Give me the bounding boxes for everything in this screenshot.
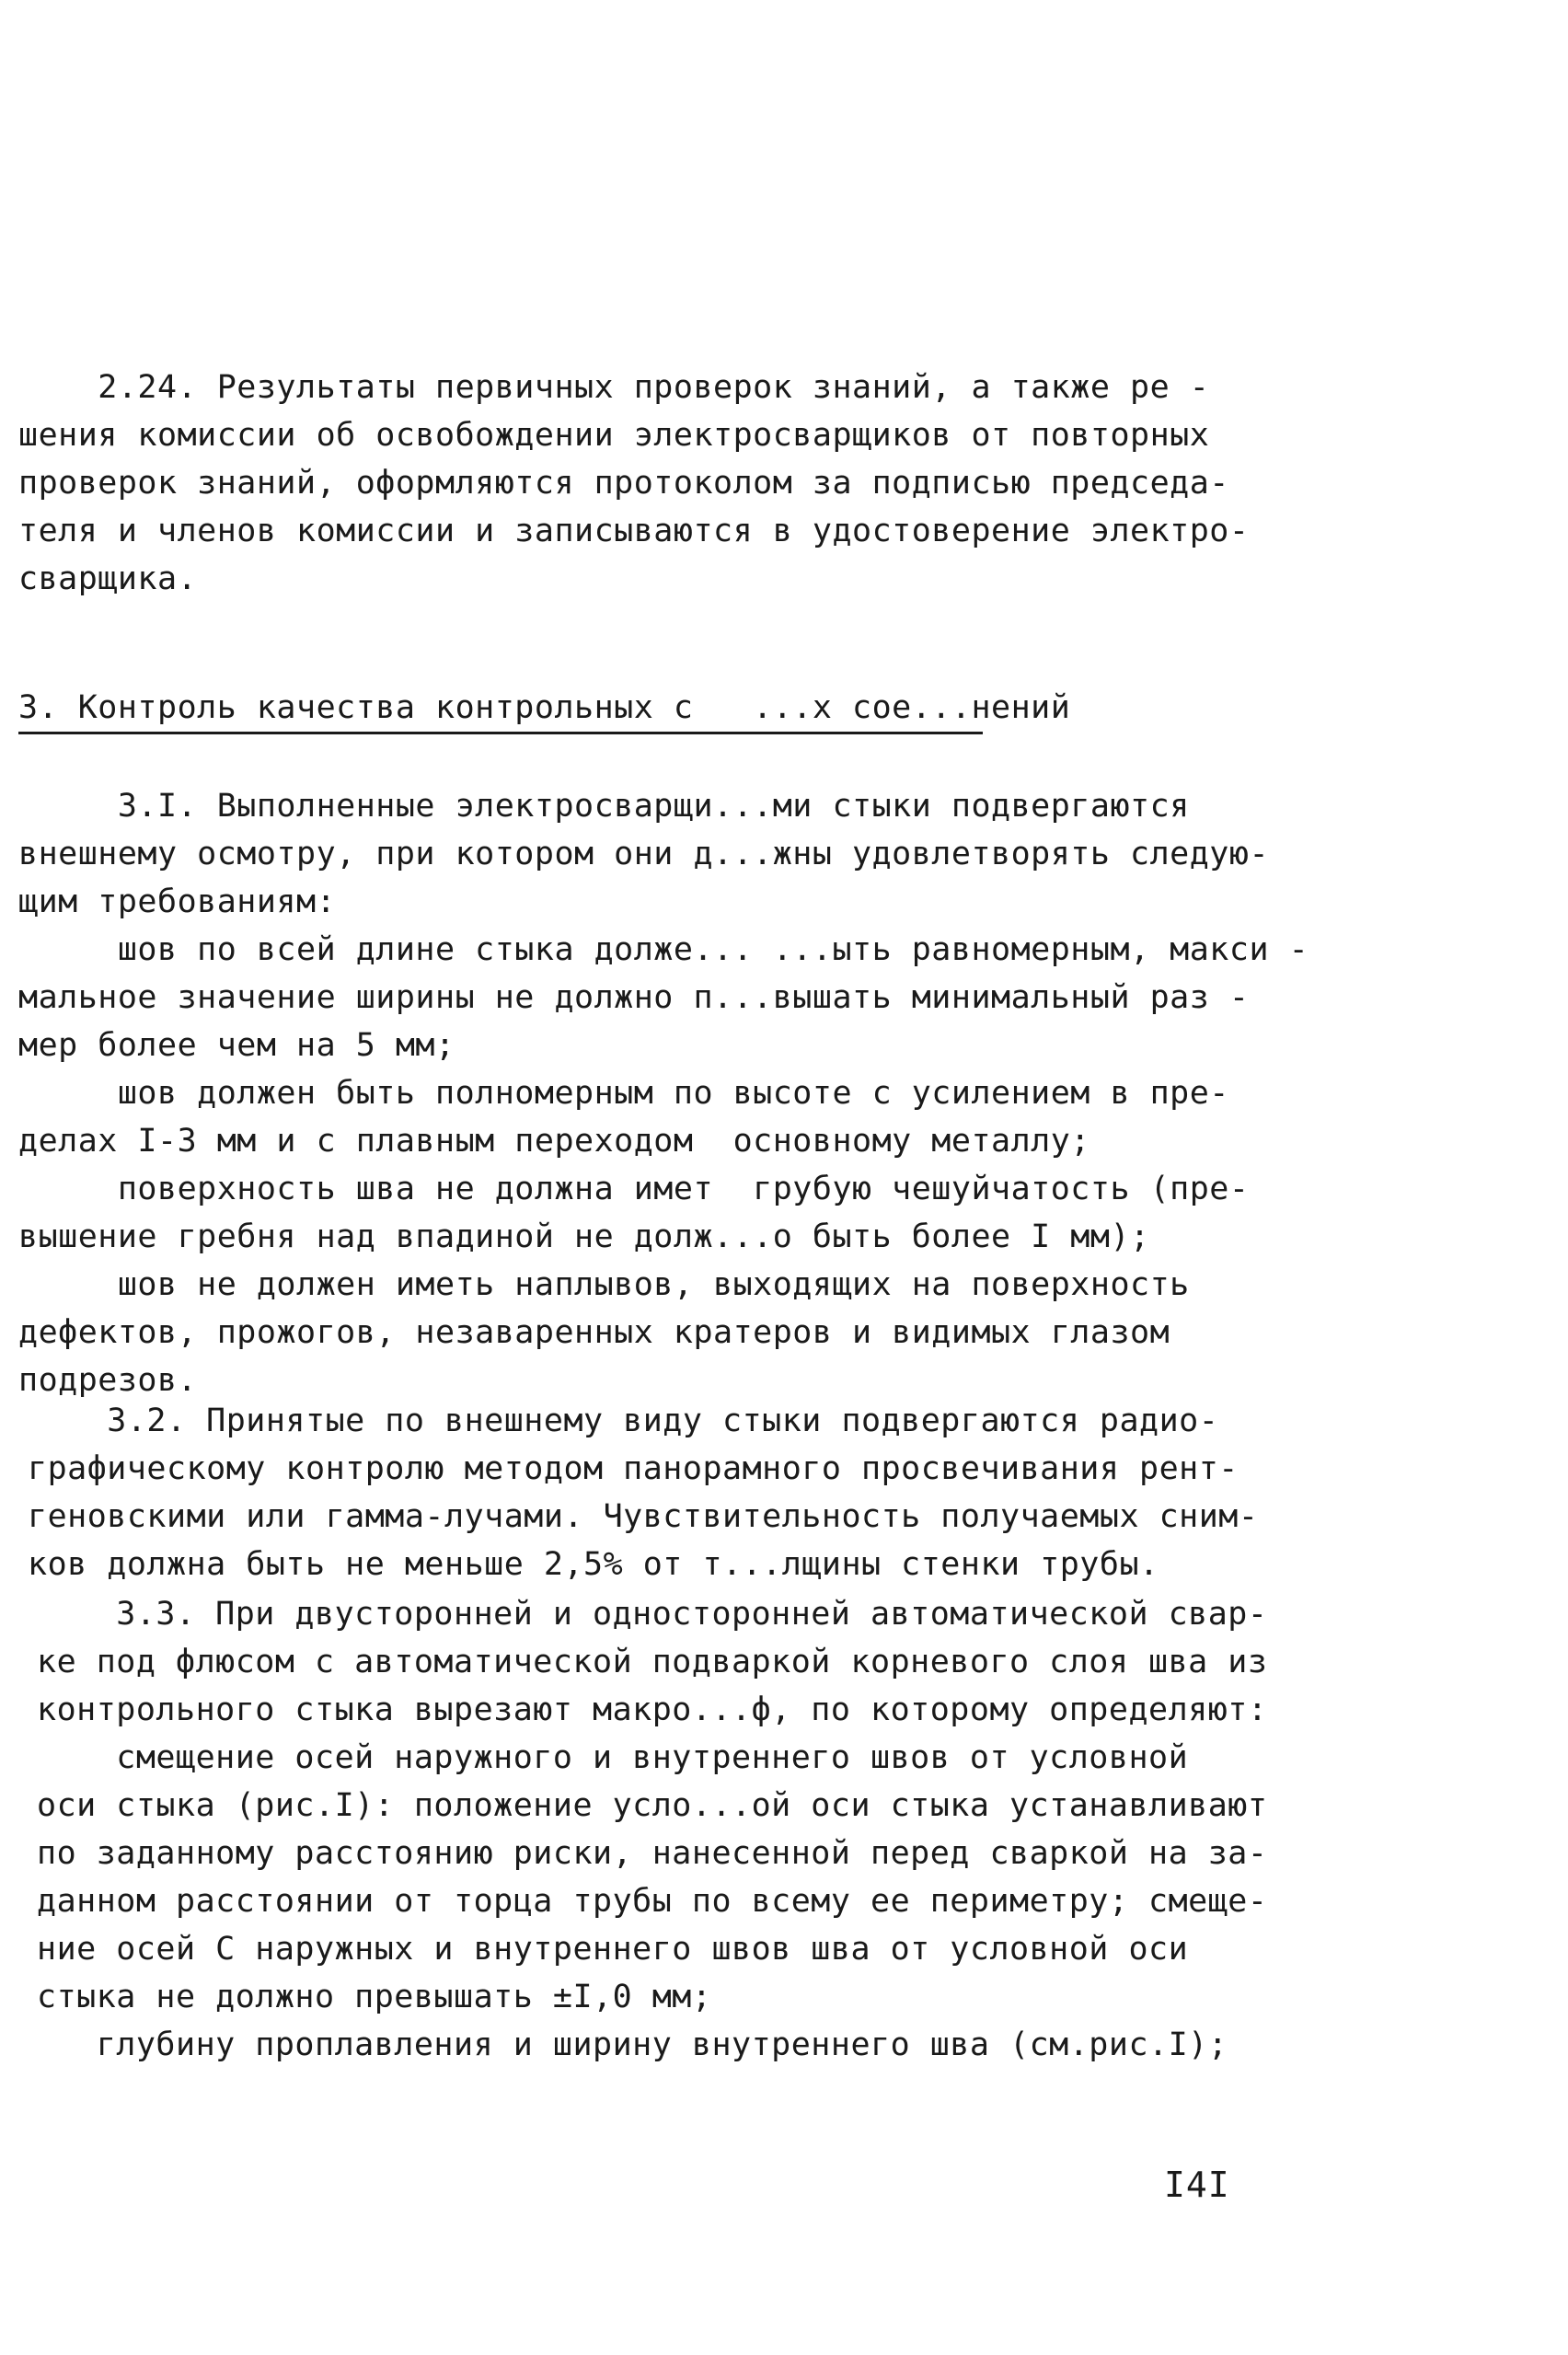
text-line: шов не должен иметь наплывов, выходящих на поверхность <box>18 1266 1190 1303</box>
text-line: делах I-3 мм и с плавным переходом основному металлу; <box>18 1123 1090 1160</box>
text-line: по заданному расстоянию риски, нанесенной перед сваркой на за- <box>37 1835 1268 1872</box>
text-line: стыка не должно превышать ±I,0 мм; <box>37 1979 712 2015</box>
text-line: смещение осей наружного и внутреннего швов от условной <box>37 1739 1189 1776</box>
text-line: графическому контролю методом панорамного просвечивания рент- <box>28 1450 1239 1487</box>
text-line: мер более чем на 5 мм; <box>18 1027 455 1064</box>
text-line: шения комиссии об освобождении электросварщиков от повторных <box>18 417 1210 454</box>
text-line: 3.3. При двусторонней и односторонней автоматической свар- <box>37 1596 1268 1633</box>
text-line: теля и членов комиссии и записываются в удостоверение электро- <box>18 513 1250 549</box>
section-heading: 3. Контроль качества контрольных с ...х сое...нений <box>18 689 1071 726</box>
text-line: шов по всей длине стыка долже... ...ыть равномерным, макси - <box>18 931 1309 968</box>
text-line: сварщика. <box>18 560 198 597</box>
text-line: контрольного стыка вырезают макро...ф, по которому определяют: <box>37 1691 1268 1728</box>
text-line: проверок знаний, оформляются протоколом за подписью председа- <box>18 465 1229 502</box>
text-line: подрезов. <box>18 1362 198 1399</box>
paragraph-2-24 <box>18 364 1250 603</box>
heading-underline <box>18 732 983 734</box>
text-line: ние осей С наружных и внутреннего швов шва от условной оси <box>37 1931 1189 1968</box>
text-line: данном расстоянии от торца трубы по всему ее периметру; смеще- <box>37 1883 1268 1920</box>
text-line: ке под флюсом с автоматической подваркой корневого слоя шва из <box>37 1644 1268 1680</box>
page-number: I4I <box>1164 2165 1230 2205</box>
text-line: ков должна быть не меньше 2,5% от т...лщины стенки трубы. <box>28 1546 1159 1583</box>
text-line: мальное значение ширины не должно п...вышать минимальный раз - <box>18 979 1250 1016</box>
text-line: щим требованиям: <box>18 883 337 920</box>
text-line: 2.24. Результаты первичных проверок знаний, а также ре - <box>18 369 1210 406</box>
text-line: 3.I. Выполненные электросварщи...ми стыки подвергаются <box>18 788 1190 825</box>
text-line: 3.2. Принятые по внешнему виду стыки подвергаются радио- <box>28 1403 1219 1439</box>
text-line: вышение гребня над впадиной не долж...о быть более I мм); <box>18 1218 1150 1255</box>
text-line: дефектов, прожогов, незаваренных кратеров и видимых глазом <box>18 1314 1170 1351</box>
paragraph-3-3 <box>37 1590 1268 2069</box>
text-line: геновскими или гамма-лучами. Чувствительность получаемых сним- <box>28 1498 1259 1535</box>
text-line: глубину проплавления и ширину внутреннего шва (см.рис.I); <box>37 2026 1228 2063</box>
paragraph-3-2 <box>28 1397 1259 1588</box>
text-line: поверхность шва не должна имет грубую чешуйчатость (пре- <box>18 1171 1250 1207</box>
text-line: шов должен быть полномерным по высоте с усилением в пре- <box>18 1075 1229 1112</box>
text-line: внешнему осмотру, при котором они д...жны удовлетворять следую- <box>18 836 1270 872</box>
text-line: оси стыка (рис.I): положение усло...ой оси стыка устанавливают <box>37 1787 1268 1824</box>
paragraph-3-1 <box>18 782 1309 1404</box>
